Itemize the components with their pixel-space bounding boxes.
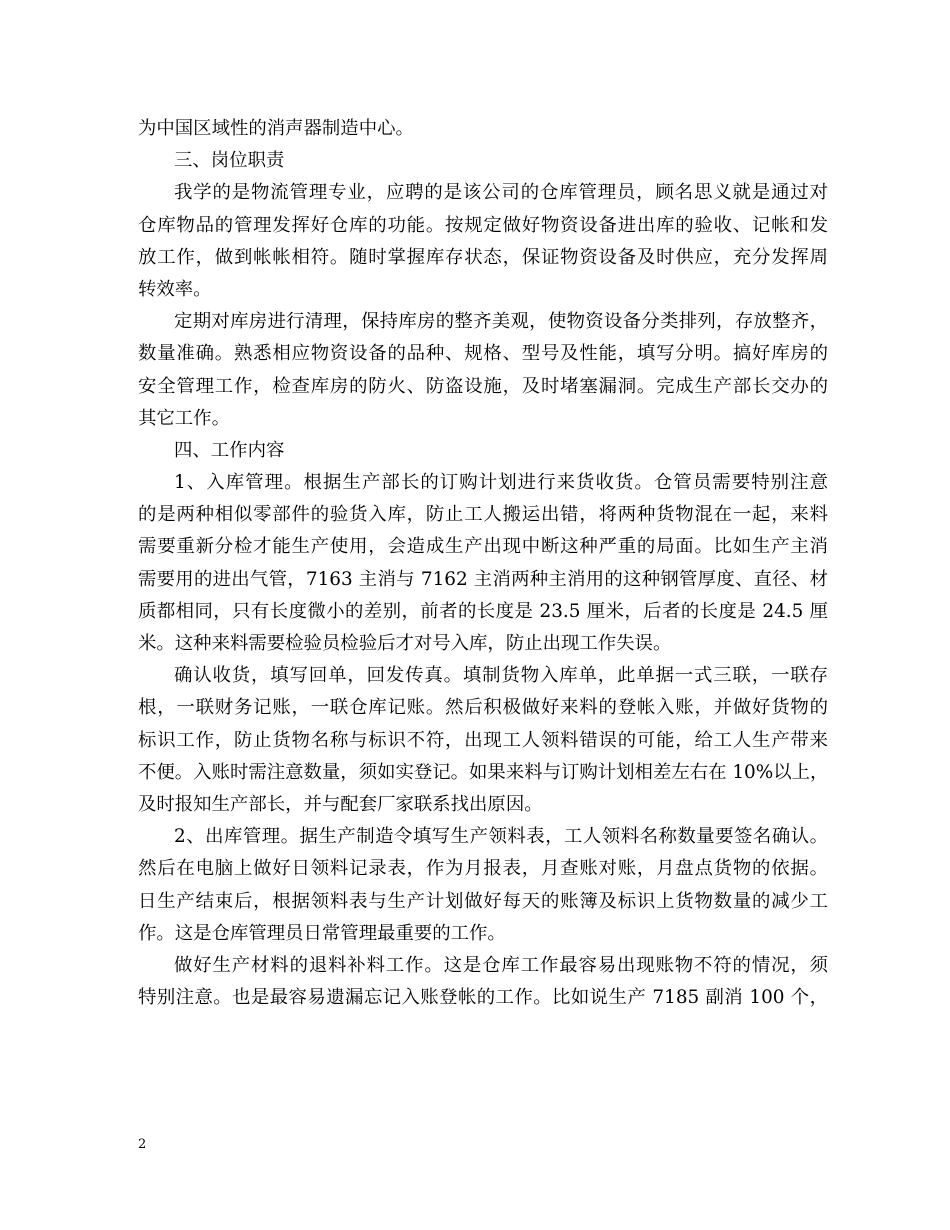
text-line: 做好生产材料的退料补料工作。这是仓库工作最容易出现账物不符的情况，须	[174, 954, 828, 976]
text-line: 确认收货，填写回单，回发传真。填制货物入库单，此单据一式三联，一联存	[174, 665, 828, 687]
text-line: 四、工作内容	[174, 439, 285, 461]
body-text	[138, 113, 828, 1014]
text-line: 及时报知生产部长，并与配套厂家联系找出原因。	[138, 793, 543, 815]
text-line: 的是两种相似零部件的验货入库，防止工人搬运出错，将两种货物混在一起，来料	[138, 504, 828, 526]
text-line: 质都相同，只有长度微小的差别，前者的长度是 23.5 厘米，后者的长度是 24.5 厘	[138, 600, 828, 622]
text-line: 作。这是仓库管理员日常管理最重要的工作。	[138, 922, 506, 944]
text-line: 日生产结束后，根据领料表与生产计划做好每天的账簿及标识上货物数量的减少工	[138, 890, 828, 912]
text-line: 1、入库管理。根据生产部长的订购计划进行来货收货。仓管员需要特别注意	[174, 472, 828, 494]
text-line: 安全管理工作，检查库房的防火、防盗设施，及时堵塞漏洞。完成生产部长交办的	[138, 375, 828, 397]
text-line: 需要用的进出气管，7163 主消与 7162 主消两种主消用的这种钢管厚度、直径、材	[138, 568, 828, 590]
text-line: 放工作，做到帐帐相符。随时掌握库存状态，保证物资设备及时供应，充分发挥周	[138, 246, 828, 268]
text-line: 仓库物品的管理发挥好仓库的功能。按规定做好物资设备进出库的验收、记帐和发	[138, 214, 828, 236]
text-line: 其它工作。	[138, 407, 230, 429]
text-line: 我学的是物流管理专业，应聘的是该公司的仓库管理员，顾名思义就是通过对	[174, 182, 828, 204]
text-line: 三、岗位职责	[174, 150, 285, 172]
text-line: 为中国区域性的消声器制造中心。	[138, 118, 414, 139]
text-line: 特别注意。也是最容易遗漏忘记入账登帐的工作。比如说生产 7185 副消 100 个，	[138, 987, 828, 1009]
page-number: 2	[138, 1137, 147, 1152]
text-line: 米。这种来料需要检验员检验后才对号入库，防止出现工作失误。	[138, 633, 672, 654]
text-line: 不便。入账时需注意数量，须如实登记。如果来料与订购计划相差左右在 10%以上，	[138, 761, 829, 783]
text-line: 2、出库管理。据生产制造令填写生产领料表，工人领料名称数量要签名确认。	[174, 826, 828, 848]
text-line: 需要重新分检才能生产使用，会造成生产出现中断这种严重的局面。比如生产主消	[138, 536, 828, 558]
text-line: 然后在电脑上做好日领料记录表，作为月报表，月查账对账，月盘点货物的依据。	[138, 858, 828, 880]
text-line: 定期对库房进行清理，保持库房的整齐美观，使物资设备分类排列，存放整齐，	[174, 311, 828, 333]
text-line: 转效率。	[138, 278, 212, 300]
text-line: 数量准确。熟悉相应物资设备的品种、规格、型号及性能，填写分明。搞好库房的	[138, 343, 828, 365]
text-line: 根，一联财务记账，一联仓库记账。然后积极做好来料的登帐入账，并做好货物的	[138, 697, 828, 719]
text-line: 标识工作，防止货物名称与标识不符，出现工人领料错误的可能，给工人生产带来	[138, 729, 828, 751]
